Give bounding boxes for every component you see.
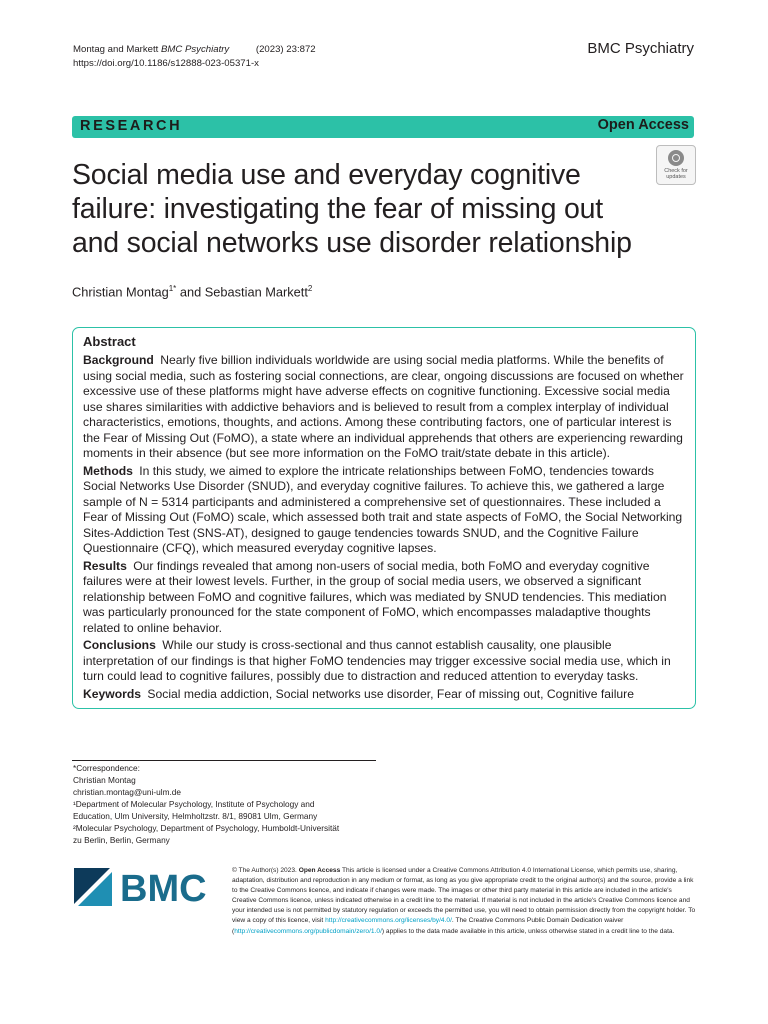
- author-1-affil: 1*: [168, 284, 177, 293]
- section-label: RESEARCH: [80, 118, 183, 134]
- abstract-results: [83, 559, 685, 637]
- license-text-1: This article is licensed under a Creative Commons Attribution 4.0 International License, which permits use, sharing, adaptation, distribution and reproduction in any medium or format, as long as you give appropriate credit to the original author(s) and the source, provide a link to the Creative Commons licence, and indicate if changes were made. The images or other third party material in this article are included in the article's Creative Commons licence, unless indicated otherwise in a credit line to the material. If material is not included in the article's Creative Commons licence and your intended use is not permitted by statutory regulation or exceeds the permitted use, you will need to obtain permission directly from the copyright holder. To view a copy of this licence, visit: [232, 867, 696, 925]
- author-2[interactable]: Sebastian Markett: [204, 284, 308, 300]
- abstract-heading: Abstract: [83, 334, 136, 349]
- footnote-divider: [72, 760, 376, 761]
- abstract-keywords: [83, 687, 685, 703]
- journal-name: BMC Psychiatry: [587, 40, 694, 57]
- header-doi[interactable]: https://doi.org/10.1186/s12888-023-05371-x: [73, 58, 259, 69]
- methods-label: Methods: [83, 463, 133, 478]
- correspondence-label: *Correspondence:: [73, 763, 140, 773]
- affiliation-2-line2: zu Berlin, Berlin, Germany: [73, 835, 170, 845]
- license-text-3: ) applies to the data made available in this article, unless otherwise stated in a credit line to the data.: [381, 927, 675, 935]
- footnotes: [73, 762, 373, 846]
- bmc-logo-text: BMC: [120, 868, 207, 908]
- running-header: [73, 43, 316, 71]
- background-text: Nearly five billion individuals worldwide are using social media platforms. While the benefits of using social media, such as fostering social connections, are clear, ongoing discussions are focused on whether excessive use of these platforms might have adverse effects on cognitive functioning. Excessive social media use shares similarities with addictive behaviors and is believed to result from a complex interplay of individual characteristics, emotions, thoughts, and actions. Among these contributing factors, one of particular interest is the Fear of Missing Out (FoMO), a state where an individual apprehends that others are experiencing rewarding moments in their absence (but see more information on the FoMO trait/state debate in this article).: [83, 353, 684, 460]
- bmc-logo-svg: [72, 866, 214, 908]
- author-list: [72, 284, 312, 299]
- bmc-logo-icon: [72, 866, 214, 908]
- correspondence-name: Christian Montag: [73, 775, 136, 785]
- conclusions-text: While our study is cross-sectional and thus cannot establish causality, one plausible interpretation of our findings is that higher FoMO tendencies may trigger excessive social media use, which in turn could lead to cognitive failures, possibly due to distraction and reduced attention to everyday tasks.: [83, 638, 671, 683]
- update-circle-icon: [668, 150, 684, 166]
- keywords-label: Keywords: [83, 686, 142, 701]
- license-text-2: . The Creative Commons Public Domain Dedication waiver (: [232, 917, 624, 935]
- conclusions-label: Conclusions: [83, 638, 156, 652]
- methods-text: In this study, we aimed to explore the intricate relationships between FoMO, tendencies towards Social Networks Use Disorder (SNUD), and everyday cognitive failures. To achieve this, we gathered a large sample of N = 5314 participants and administered a comprehensive set of questionnaires. These included a Fear of Missing Out (FoMO) scale, which assessed both trait and state aspects of FoMO, the Social Networking Sites-Addiction Test (SNS-AT), designed to gauge tendencies towards SNUD, and the Cognitive Failure Questionnaire (CFQ), which measured everyday cognitive lapses.: [83, 463, 683, 555]
- check-for-updates-icon[interactable]: [656, 145, 696, 185]
- affiliation-2-line1: ²Molecular Psychology, Department of Psychology, Humboldt-Universität: [73, 823, 340, 833]
- license-copyright: © The Author(s) 2023.: [232, 867, 297, 874]
- affiliation-1-line2: Education, Ulm University, Helmholtzstr. 8/1, 89081 Ulm, Germany: [73, 811, 318, 821]
- section-banner: [72, 116, 694, 138]
- open-access-label: Open Access: [597, 117, 689, 133]
- background-label: Background: [83, 353, 154, 367]
- abstract-methods: [83, 464, 685, 557]
- abstract-box: [72, 327, 696, 709]
- author-conj: and: [176, 284, 205, 300]
- abstract-conclusions: [83, 638, 685, 685]
- header-journal: BMC Psychiatry: [161, 44, 230, 55]
- results-text: Our findings revealed that among non-users of social media, both FoMO and everyday cognitive failures were at their lowest levels. Further, in the group of social media users, we observed a significant relationship between FoMO and cognitive failures, which was mediated by SNUD tendencies. This mediation was particularly pronounced for the state component of FoMO, which encompasses maladaptive thoughts related to online behavior.: [83, 558, 667, 635]
- citation-line: [73, 43, 316, 57]
- author-1[interactable]: Christian Montag: [72, 284, 169, 300]
- license-link-cc-by[interactable]: http://creativecommons.org/licenses/by/4.0/: [325, 917, 452, 925]
- header-year-ref: (2023) 23:872: [255, 44, 316, 55]
- license-oa-label: Open Access: [298, 867, 341, 874]
- license-link-cc0[interactable]: http://creativecommons.org/publicdomain/zero/1.0/: [234, 927, 382, 935]
- results-label: Results: [83, 558, 127, 573]
- affiliation-1-line1: ¹Department of Molecular Psychology, Institute of Psychology and: [73, 799, 315, 809]
- correspondence-email[interactable]: christian.montag@uni-ulm.de: [73, 787, 182, 797]
- license-notice: [232, 866, 696, 937]
- article-title: Social media use and everyday cognitive failure: investigating the fear of missing out and social networks use disorder relationship: [72, 159, 632, 259]
- check-for-updates-label: Check for updates: [664, 168, 688, 180]
- header-authors: Montag and Markett: [73, 44, 159, 55]
- abstract-background: [83, 353, 685, 462]
- keywords-text: Social media addiction, Social networks use disorder, Fear of missing out, Cognitive failure: [147, 686, 634, 701]
- author-2-affil: 2: [307, 284, 313, 293]
